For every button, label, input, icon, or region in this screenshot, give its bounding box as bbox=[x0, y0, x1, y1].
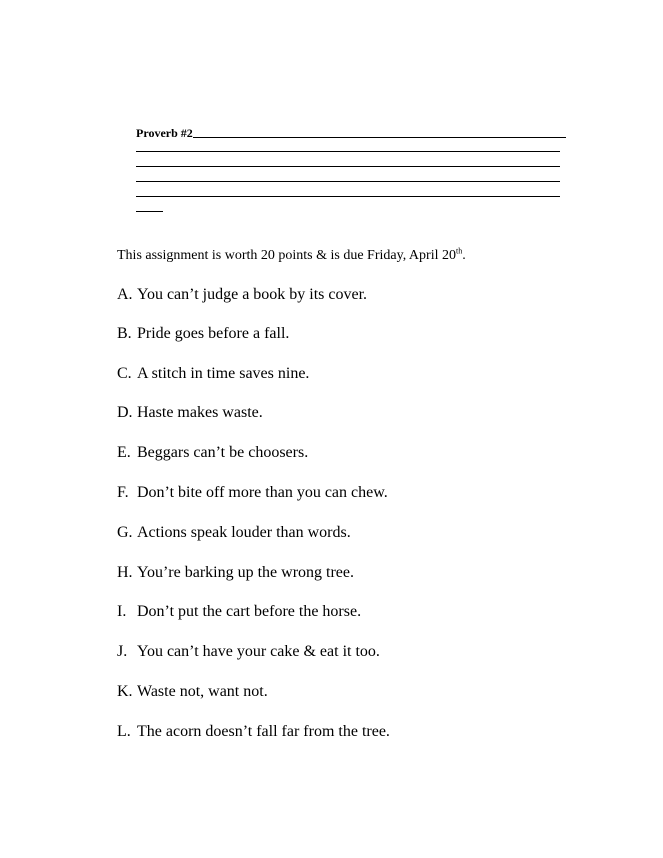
assignment-note-suffix: . bbox=[462, 248, 466, 263]
proverb-letter: H. bbox=[117, 564, 133, 581]
proverb-letter: G. bbox=[117, 524, 133, 541]
proverb-item bbox=[117, 602, 361, 622]
proverb-text: Beggars can’t be choosers. bbox=[137, 444, 309, 461]
proverb-letter: A. bbox=[117, 286, 133, 303]
answer-line bbox=[136, 151, 560, 152]
proverb-text: You’re barking up the wrong tree. bbox=[137, 564, 354, 581]
proverb-text: Waste not, want not. bbox=[137, 683, 268, 700]
proverb-item bbox=[117, 324, 289, 344]
assignment-note-text: This assignment is worth 20 points & is due Friday, April 20 bbox=[117, 248, 456, 263]
proverb-letter: E. bbox=[117, 444, 131, 461]
assignment-note bbox=[117, 247, 466, 265]
proverb-text: You can’t have your cake & eat it too. bbox=[137, 643, 380, 660]
proverb-text: Actions speak louder than words. bbox=[137, 524, 351, 541]
proverb-item bbox=[117, 563, 354, 583]
proverb-item bbox=[117, 285, 367, 305]
proverb-text: Don’t bite off more than you can chew. bbox=[137, 484, 388, 501]
proverb-letter: D. bbox=[117, 404, 133, 421]
proverb-letter: F. bbox=[117, 484, 129, 501]
proverb-text: Don’t put the cart before the horse. bbox=[137, 603, 362, 620]
answer-line bbox=[193, 137, 566, 138]
proverb-heading bbox=[136, 122, 566, 140]
answer-line bbox=[136, 196, 560, 197]
proverb-text: You can’t judge a book by its cover. bbox=[137, 286, 368, 303]
proverb-text: Haste makes waste. bbox=[137, 404, 263, 421]
proverb-text: Pride goes before a fall. bbox=[137, 325, 290, 342]
proverb-item bbox=[117, 682, 268, 702]
proverb-letter: L. bbox=[117, 723, 131, 740]
proverb-item bbox=[117, 443, 308, 463]
proverb-item bbox=[117, 722, 390, 742]
assignment-note-superscript: th bbox=[455, 246, 463, 256]
proverb-item bbox=[117, 483, 388, 503]
answer-line bbox=[136, 166, 560, 167]
proverb-item bbox=[117, 523, 351, 543]
answer-line bbox=[136, 211, 163, 212]
proverb-letter: J. bbox=[117, 643, 128, 660]
answer-line bbox=[136, 181, 560, 182]
proverb-letter: I. bbox=[117, 603, 127, 620]
proverb-letter: K. bbox=[117, 683, 133, 700]
proverb-text: The acorn doesn’t fall far from the tree. bbox=[137, 723, 390, 740]
proverb-heading-label: Proverb #2 bbox=[136, 126, 193, 140]
proverb-item bbox=[117, 403, 263, 423]
proverb-item bbox=[117, 642, 380, 662]
proverb-letter: C. bbox=[117, 365, 132, 382]
proverb-text: A stitch in time saves nine. bbox=[137, 365, 310, 382]
proverb-item bbox=[117, 364, 309, 384]
proverb-letter: B. bbox=[117, 325, 132, 342]
